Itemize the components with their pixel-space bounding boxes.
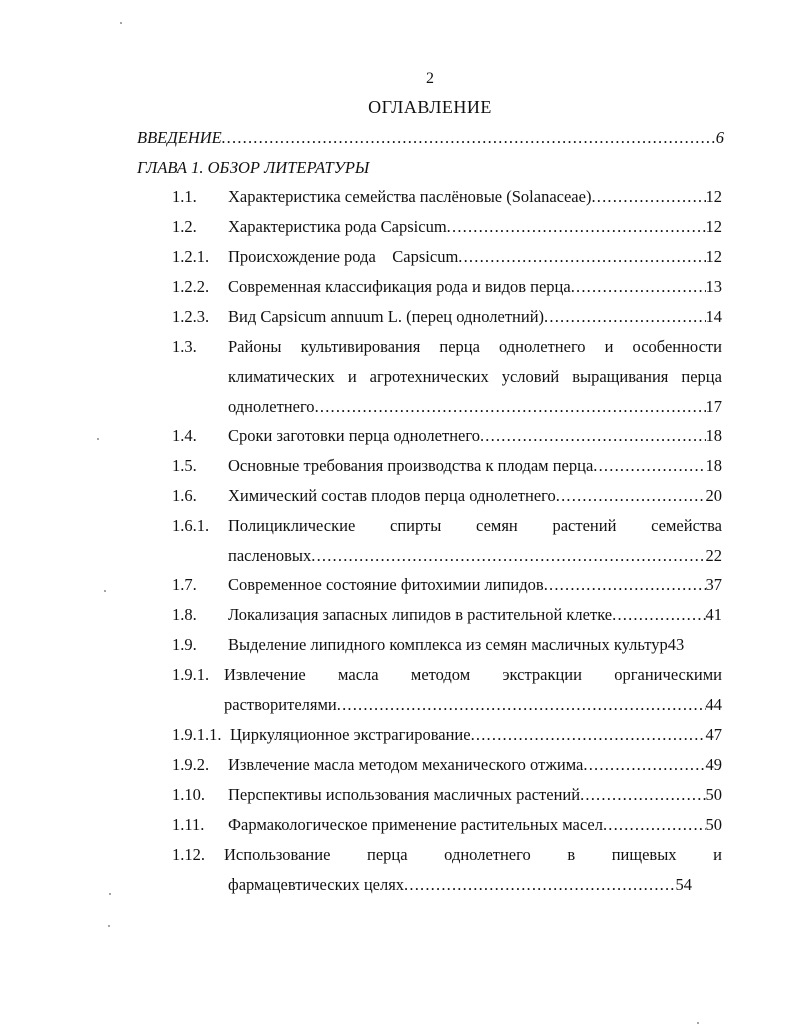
toc-entry-title: Химический состав плодов перца однолетнего [228,486,556,505]
toc-entry-title-line [228,367,722,387]
toc-entry-title: Современная классификация рода и видов перца [228,277,571,296]
toc-entry-number: 1.10. [172,785,205,804]
toc-entry-title-line [224,665,722,685]
toc-entry-intro[interactable] [137,128,724,148]
toc-entry-number: 1.7. [172,575,197,594]
dot-leader [315,397,706,417]
toc-entry-number: 1.6.1. [172,516,210,535]
toc-entry-page: 43 [667,635,685,654]
toc-entry-title: Фармакологическое применение растительных масел [228,815,603,834]
title-word: экстракции [502,665,582,684]
toc-entry-page: 14 [705,307,722,326]
dot-leader [222,128,716,148]
title-word: однолетнего [499,337,586,356]
toc-entry-page: 13 [705,277,722,296]
title-word: агротехнических [369,367,489,386]
toc-entry-page: 18 [705,426,722,445]
toc-entry-title: Перспективы использования масличных растений [228,785,581,804]
title-word: спирты [390,516,442,535]
toc-heading: ОГЛАВЛЕНИЕ [368,97,492,117]
page-number: 2 [426,70,434,87]
scan-speck [120,22,122,24]
title-word: климатических [228,367,335,386]
title-word: особенности [632,337,722,356]
toc-entry-number: 1.12. [172,845,205,864]
toc-entry-number: 1.9.2. [172,755,210,774]
toc-entry-number: 1.1. [172,187,197,206]
toc-entry-title: Локализация запасных липидов в растительной клетке [228,605,613,624]
toc-entry-title: Основные требования производства к плодам перца [228,456,594,475]
dot-leader [591,187,705,207]
toc-entry-number: 1.6. [172,486,197,505]
title-word: пищевых [611,845,677,864]
title-word: семян [476,516,518,535]
title-word: и [713,845,722,864]
title-word: однолетнего [444,845,531,864]
title-word: в [567,845,576,864]
toc-entry-page: 17 [705,397,722,416]
toc-entry-title: Извлечение масла методом механического отжима [228,755,584,774]
toc-entry-title: пасленовых [228,546,312,565]
dot-leader [544,575,706,595]
toc-entry-title: Сроки заготовки перца однолетнего [228,426,480,445]
toc-entry-page: 47 [705,725,722,744]
title-word: растений [552,516,617,535]
title-word: и [347,367,357,386]
scan-speck [697,1022,699,1024]
dot-leader [583,755,705,775]
toc-entry-page: 12 [705,217,722,236]
dot-leader [612,605,705,625]
toc-entry-page: 12 [705,247,722,266]
scan-speck [108,925,110,927]
title-word: перца [367,845,408,864]
scan-speck [104,590,106,592]
dot-leader [337,695,706,715]
dot-leader [593,456,705,476]
toc-entry-title-line [228,516,722,536]
toc-entry-title-line [228,337,722,357]
toc-entry-number: 1.2. [172,217,197,236]
toc-entry-title: фармацевтических целях [228,875,405,894]
toc-entry-page: 22 [705,546,722,565]
title-word: семейства [651,516,722,535]
toc-chapter-heading[interactable] [137,158,369,178]
toc-entry-title: Современное состояние фитохимии липидов [228,575,544,594]
dot-leader [556,486,706,506]
toc-entry-page: 18 [705,456,722,475]
chapter-title: ГЛАВА 1. ОБЗОР ЛИТЕРАТУРЫ [137,158,370,177]
toc-entry-title: Выделение липидного комплекса из семян масличных культур [228,635,668,654]
toc-entry-page: 50 [705,815,722,834]
title-word: Извлечение [224,665,306,684]
title-word: Использование [224,845,331,864]
toc-entry-number: 1.3. [172,337,197,356]
dot-leader [580,785,705,805]
toc-entry-number: 1.11. [172,815,205,834]
toc-entry-title: Вид Capsicum annuum L. (перец однолетний) [228,307,545,326]
toc-entry-title: ВВЕДЕНИЕ [137,128,222,147]
dot-leader [404,875,675,895]
scan-speck [97,438,99,440]
toc-entry-page: 6 [715,128,724,147]
toc-entry-title: Характеристика семейства паслёновые (Solanaceae) [228,187,592,206]
title-word: перца [439,337,480,356]
dot-leader [603,815,706,835]
dot-leader [458,247,705,267]
toc-entry-page: 12 [705,187,722,206]
toc-entry-page: 20 [705,486,722,505]
dot-leader [571,277,706,297]
dot-leader [480,426,706,446]
toc-entry-page: 37 [705,575,722,594]
toc-entry-page: 41 [705,605,722,624]
toc-entry-title: растворителями [224,695,337,714]
toc-entry-number: 1.2.2. [172,277,210,296]
toc-entry-number: 1.9.1.1. [172,725,222,744]
toc-entry-page: 54 [675,875,692,894]
scan-speck [109,893,111,895]
toc-entry-page: 44 [705,695,722,714]
title-word: методом [410,665,471,684]
title-word: органическими [614,665,722,684]
toc-entry-number: 1.4. [172,426,197,445]
title-word: выращивания [572,367,669,386]
toc-entry-title: Характеристика рода Capsicum [228,217,447,236]
title-word: условий [501,367,560,386]
title-word: перца [681,367,722,386]
toc-entry-title: Происхождение рода Capsicum [228,247,459,266]
dot-leader [447,217,706,237]
toc-entry-number: 1.8. [172,605,197,624]
title-word: Полициклические [228,516,356,535]
toc-entry-number: 1.2.3. [172,307,210,326]
title-word: культивирования [300,337,421,356]
toc-entry-number: 1.9.1. [172,665,210,684]
toc-entry-page: 50 [705,785,722,804]
toc-entry-title: Циркуляционное экстрагирование [230,725,471,744]
toc-entry-number: 1.9. [172,635,197,654]
dot-leader [311,546,705,566]
toc-entry-title: однолетнего [228,397,315,416]
toc-entry-number: 1.5. [172,456,197,475]
toc-entry-page: 49 [705,755,722,774]
title-word: масла [338,665,379,684]
title-word: Районы [228,337,282,356]
toc-entry-title-line [224,845,722,865]
toc-entry-number: 1.2.1. [172,247,210,266]
dot-leader [544,307,705,327]
dot-leader [471,725,706,745]
title-word: и [604,337,614,356]
